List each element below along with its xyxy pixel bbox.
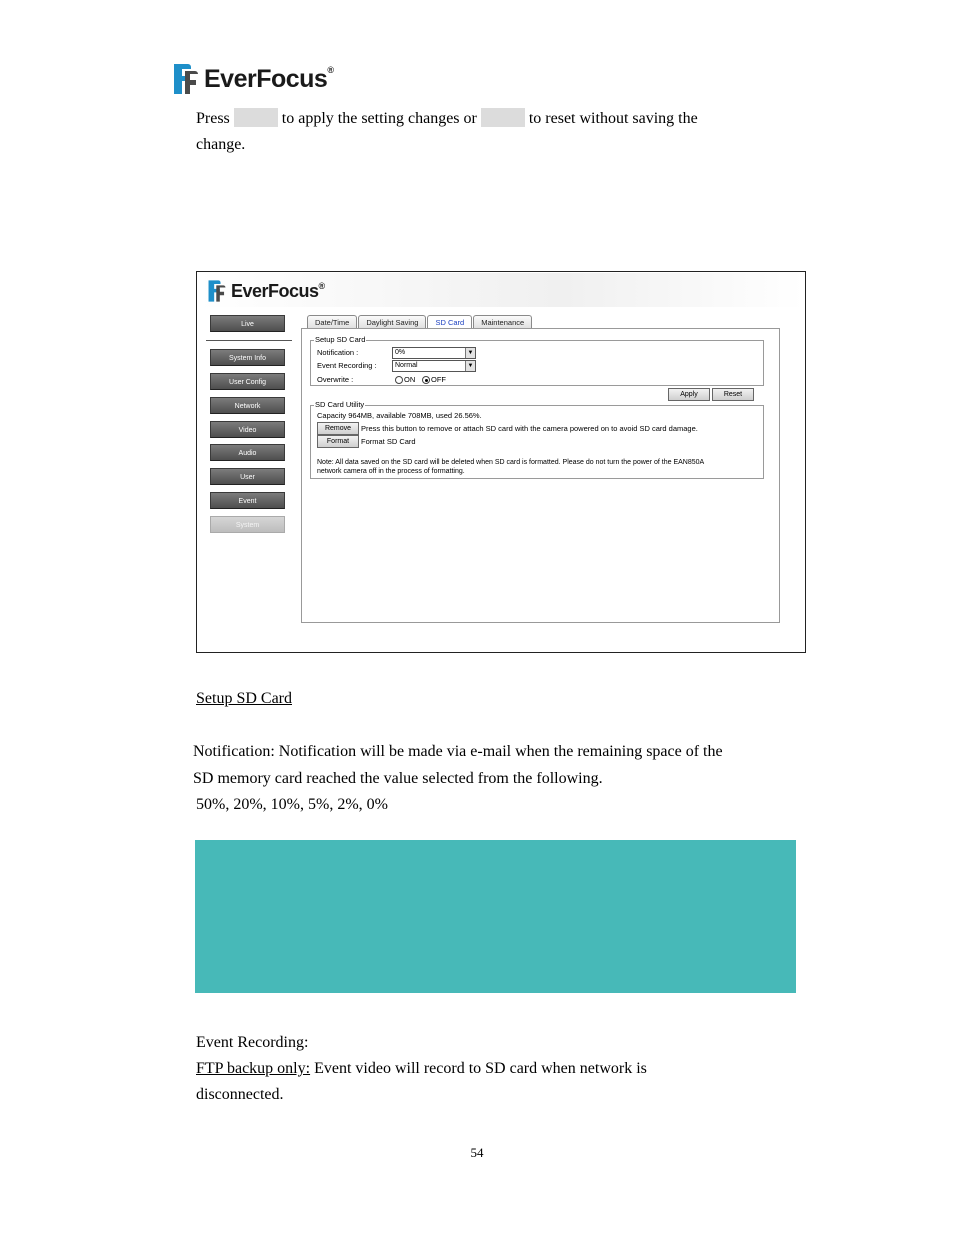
format-note-line-1: Note: All data saved on the SD card will be deleted when SD card is formatted. Please do not turn the power of the EAN850A xyxy=(317,459,705,466)
overwrite-off-label: OFF xyxy=(431,375,446,384)
event-recording-heading: Event Recording: xyxy=(196,1034,309,1051)
tab-date-time[interactable]: Date/Time xyxy=(307,315,357,329)
notice-box xyxy=(195,840,796,993)
nav-audio-button[interactable]: Audio xyxy=(210,444,285,461)
sd-card-utility-group xyxy=(310,400,764,479)
event-recording-select[interactable]: Normal ▼ xyxy=(392,360,476,372)
nav-live-button[interactable]: Live xyxy=(210,315,285,332)
ftp-backup-line-2: disconnected. xyxy=(196,1086,284,1103)
format-button[interactable]: Format xyxy=(317,435,359,448)
format-description: Format SD Card xyxy=(361,437,416,446)
tab-daylight-saving[interactable]: Daylight Saving xyxy=(358,315,426,329)
reset-button-placeholder xyxy=(481,108,525,127)
intro-line-1: Press to apply the setting changes or to reset without saving the xyxy=(196,110,698,127)
sd-card-settings-screenshot xyxy=(196,271,806,653)
setup-sd-card-legend: Setup SD Card xyxy=(315,335,366,344)
overwrite-on-label: ON xyxy=(404,375,416,384)
nav-system-info-button[interactable]: System Info xyxy=(210,349,285,366)
nav-user-config-button[interactable]: User Config xyxy=(210,373,285,390)
overwrite-off-radio[interactable] xyxy=(422,376,430,384)
intro-line-2: change. xyxy=(196,136,246,153)
format-note-line-2: network camera off in the process of formatting. xyxy=(317,468,465,475)
page-number: 54 xyxy=(470,1145,484,1160)
remove-description: Press this button to remove or attach SD card with the camera powered on to avoid SD card damage. xyxy=(361,424,698,433)
tab-sd-card[interactable]: SD Card xyxy=(427,315,472,329)
apply-button-placeholder xyxy=(234,108,278,127)
section-heading: Setup SD Card xyxy=(196,690,292,707)
ftp-backup-line: FTP backup only: Event video will record to SD card when network is xyxy=(196,1060,647,1077)
reset-button[interactable]: Reset xyxy=(712,388,754,401)
everfocus-logo: EverFocus® xyxy=(171,61,333,97)
chevron-down-icon: ▼ xyxy=(465,348,475,358)
settings-tabs xyxy=(307,315,533,329)
overwrite-label: Overwrite : xyxy=(317,375,354,384)
notification-values: 50%, 20%, 10%, 5%, 2%, 0% xyxy=(196,796,388,813)
apply-button[interactable]: Apply xyxy=(668,388,710,401)
nav-user-button[interactable]: User xyxy=(210,468,285,485)
ftp-backup-label: FTP backup only: xyxy=(196,1060,311,1077)
nav-system-button[interactable]: System xyxy=(210,516,285,533)
notification-label: Notification : xyxy=(317,348,359,357)
nav-video-button[interactable]: Video xyxy=(210,421,285,438)
nav-event-button[interactable]: Event xyxy=(210,492,285,509)
notification-select[interactable]: 0% ▼ xyxy=(392,347,476,359)
notification-line-2: SD memory card reached the value selected from the following. xyxy=(193,770,603,787)
sd-card-utility-legend: SD Card Utility xyxy=(315,400,365,409)
notification-line-1: Notification: Notification will be made via e-mail when the remaining space of the xyxy=(193,743,723,760)
capacity-text: Capacity 964MB, available 708MB, used 26.56%. xyxy=(317,411,482,420)
screenshot-banner xyxy=(198,273,804,307)
everfocus-logo-icon xyxy=(171,62,201,96)
setup-sd-card-group xyxy=(310,335,764,386)
nav-network-button[interactable]: Network xyxy=(210,397,285,414)
everfocus-logo-icon xyxy=(206,279,228,303)
nav-divider xyxy=(206,340,292,341)
remove-button[interactable]: Remove xyxy=(317,422,359,435)
chevron-down-icon: ▼ xyxy=(465,361,475,371)
tab-maintenance[interactable]: Maintenance xyxy=(473,315,532,329)
overwrite-on-radio[interactable] xyxy=(395,376,403,384)
event-recording-label: Event Recording : xyxy=(317,361,377,370)
screenshot-logo: EverFocus® xyxy=(206,279,325,303)
